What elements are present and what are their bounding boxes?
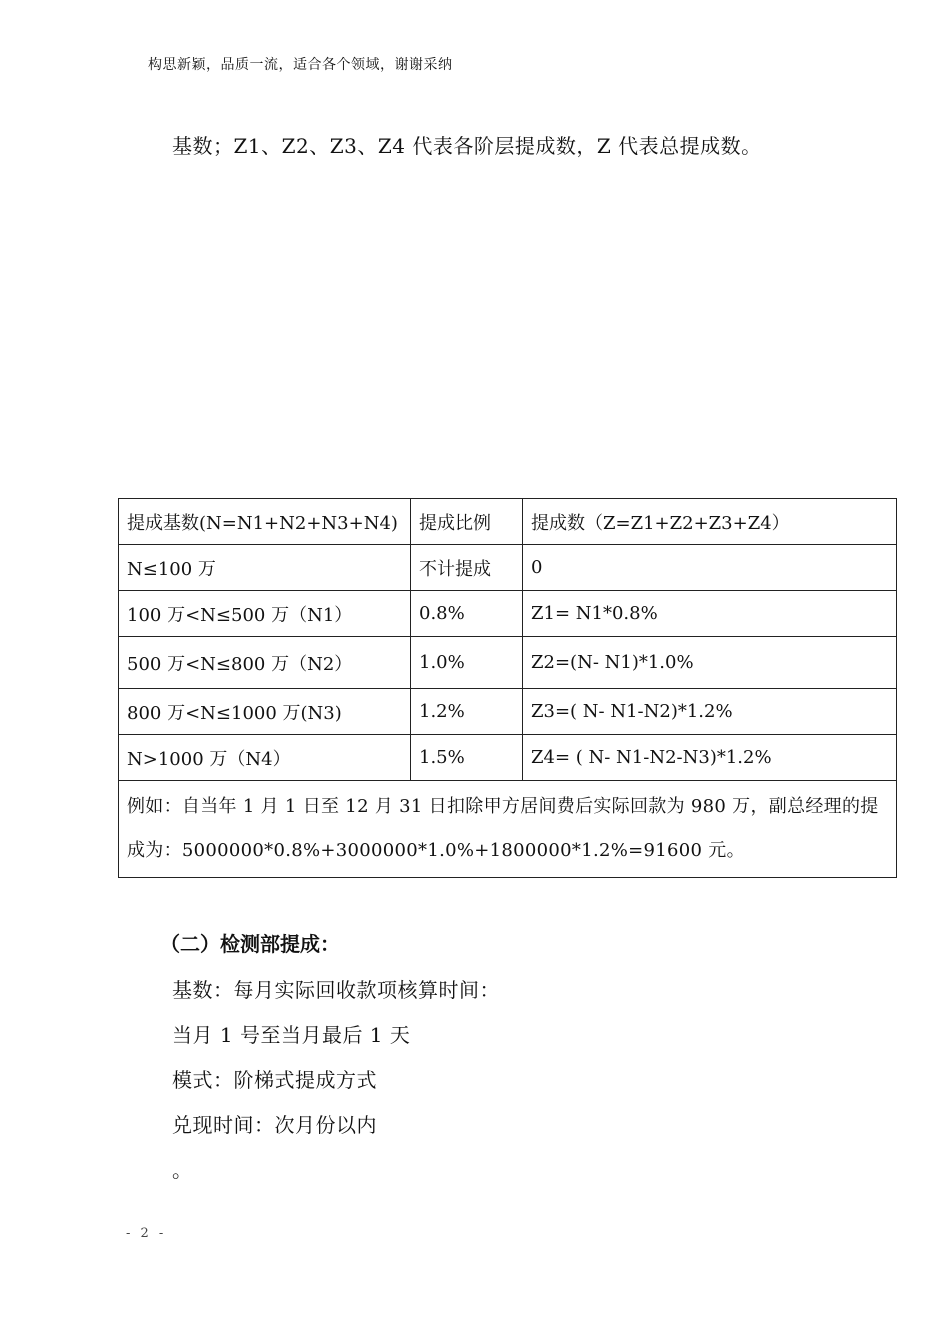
cell-amount: Z3=( N- N1-N2)*1.2% — [523, 689, 897, 735]
table-row — [119, 689, 897, 735]
cell-amount: 0 — [523, 545, 897, 591]
cell-base: N>1000 万（N4） — [119, 735, 411, 781]
header-cell-amount: 提成数（Z=Z1+Z2+Z3+Z4） — [523, 499, 897, 545]
intro-paragraph: 基数；Z1、Z2、Z3、Z4 代表各阶层提成数，Z 代表总提成数。 — [172, 134, 762, 158]
paragraph-line: 。 — [172, 1158, 193, 1182]
cell-amount: Z1= N1*0.8% — [523, 591, 897, 637]
cell-ratio: 1.5% — [411, 735, 523, 781]
table-row — [119, 545, 897, 591]
header-cell-ratio: 提成比例 — [411, 499, 523, 545]
example-text: 例如：自当年 1 月 1 日至 12 月 31 日扣除甲方居间费后实际回款为 980 万，副总经理的提成为：5000000*0.8%+3000000*1.0%+1800000*1.2%=91600 元。 — [119, 781, 897, 878]
paragraph-line: 基数：每月实际回收款项核算时间： — [172, 978, 500, 1002]
cell-base: 100 万<N≤500 万（N1） — [119, 591, 411, 637]
section-title: （二）检测部提成： — [160, 932, 340, 956]
cell-base: 800 万<N≤1000 万(N3) — [119, 689, 411, 735]
cell-ratio: 1.0% — [411, 637, 523, 689]
example-row — [119, 781, 897, 878]
cell-ratio: 0.8% — [411, 591, 523, 637]
table-row — [119, 735, 897, 781]
cell-ratio: 不计提成 — [411, 545, 523, 591]
table-row — [119, 637, 897, 689]
cell-amount: Z2=(N- N1)*1.0% — [523, 637, 897, 689]
paragraph-line: 兑现时间：次月份以内 — [172, 1113, 377, 1137]
table-header-row — [119, 499, 897, 545]
paragraph-line: 当月 1 号至当月最后 1 天 — [172, 1023, 411, 1047]
paragraph-line: 模式：阶梯式提成方式 — [172, 1068, 377, 1092]
cell-base: N≤100 万 — [119, 545, 411, 591]
page-number: - 2 - — [126, 1226, 167, 1241]
commission-table — [118, 498, 897, 878]
header-cell-base: 提成基数(N=N1+N2+N3+N4) — [119, 499, 411, 545]
cell-ratio: 1.2% — [411, 689, 523, 735]
cell-base: 500 万<N≤800 万（N2） — [119, 637, 411, 689]
table-row — [119, 591, 897, 637]
cell-amount: Z4= ( N- N1-N2-N3)*1.2% — [523, 735, 897, 781]
header-note: 构思新颖，品质一流，适合各个领域，谢谢采纳 — [148, 57, 453, 73]
